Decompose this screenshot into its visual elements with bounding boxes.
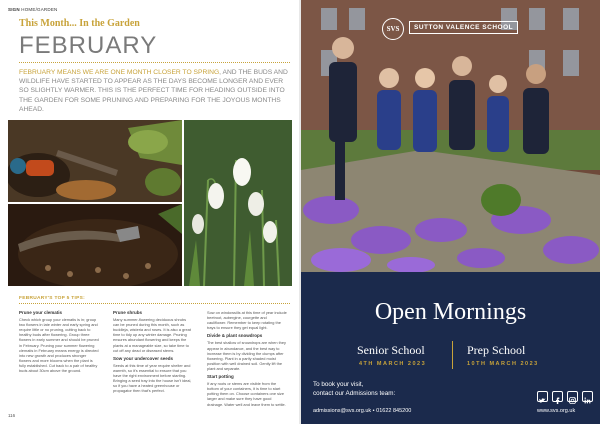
page-number: 116 <box>8 413 16 418</box>
breadcrumb: SIGN HOME/GARDEN <box>8 7 58 12</box>
facebook-icon[interactable] <box>552 391 563 402</box>
tip-body: If any roots or stems are visible from the bottom of your containers, it is time to start potting them on. Choose containers one size larger and make sure they have good drainage. Water well and leave them to settle. <box>207 381 286 407</box>
left-page <box>0 0 299 424</box>
tips-divider <box>19 303 290 304</box>
tip-body: Many summer-flowering deciduous shrubs can be pruned during this month, such as buddleja, wisteria and roses. It is also a great time to tidy up any winter damage. Pruning ensures abundant flowering and keeps the plants at a manageable size, so take time to cut off any dead or diseased stems. <box>113 317 191 353</box>
tip-heading: Prune shrubs <box>113 310 143 315</box>
photo-soil-planting <box>8 204 182 286</box>
school-name-logo: SUTTON VALENCE SCHOOL <box>409 21 518 34</box>
tips-heading: FEBRUARY'S TOP 5 TIPS: <box>19 296 86 301</box>
tip-heading: Prune your clematis <box>19 310 63 315</box>
tip-heading: Sow your undercover seeds <box>113 355 174 361</box>
tip-heading: Start potting <box>207 374 234 380</box>
tips-column-1 <box>19 310 99 373</box>
school-crest: SVS <box>382 18 404 40</box>
photo-school-pupils <box>301 0 600 272</box>
tip-heading: Divide & plant snowdrops <box>207 333 263 339</box>
tip-body: The best shallow of snowdrops are when they appear in abundance, and the best way to increase them is by dividing the clumps after flowering. Plant in a partly shaded moist position with well drained soil. Gently lift the plant and separate. <box>207 340 286 371</box>
intro-paragraph: FEBRUARY MEANS WE ARE ONE MONTH CLOSER TO SPRING, AND THE BUDS AND WILDLIFE HAVE STARTED TO APPEAR AS THE DAYS BECOME LONGER AND EVER SO SLIGHTLY WARMER. THIS IS THE PERFECT TIME FOR HEADING OUTSIDE INTO THE GARDEN FOR SOME PRUNING AND PREPARING FOR THE JOYOUS MONTHS AHEAD. <box>19 69 288 113</box>
divider-line <box>452 341 453 369</box>
prep-school-label: Prep School <box>467 343 526 357</box>
tip-body: Check which group your clematis is in; group two flowers in late winter and early spring and require little or no pruning, cutting back to healthy buds after flowering. Group three flowers in early summer and should be pruned in February. Pruning your summer flowering clematis in February means energy is directed into new growth and produces stronger flowers and more blooms when the plant is fully established. Cut back to a pair of healthy buds about 30cm above the ground. <box>19 317 99 374</box>
senior-school-date: 4TH MARCH 2023 <box>359 361 427 367</box>
tip-body: Seeds at this time of year require shelter and warmth, so it's essential to ensure that you have the right environment before starting. Bringing a seed tray into the house isn't ideal, so if you have a heated greenhouse or propagator then that's perfect. <box>113 362 192 394</box>
senior-school-label: Senior School <box>357 343 425 357</box>
open-mornings-headline: Open Mornings <box>374 299 527 325</box>
website-link[interactable]: www.svs.org.uk <box>537 408 576 414</box>
title-divider <box>19 62 290 63</box>
page-title: FEBRUARY <box>19 32 158 59</box>
tips-column-3 <box>207 310 287 407</box>
prep-school-date: 10TH MARCH 2023 <box>467 361 539 367</box>
photo-gardening-tools <box>8 120 182 202</box>
section-title: This Month... In the Garden <box>19 18 140 29</box>
booking-text: To book your visit, contact our Admissions team: <box>313 381 396 397</box>
linkedin-icon[interactable] <box>582 391 593 402</box>
contact-details: admissions@svs.org.uk • 01622 845200 <box>313 408 412 414</box>
tip-body: Sow on windowsills at this time of year include beetroot, aubergine, courgette and cauliflower. Remember to keep rotating the trays to ensure they get equal light. <box>207 310 287 331</box>
instagram-icon[interactable] <box>567 391 578 402</box>
tips-column-2 <box>113 310 193 393</box>
photo-snowdrops <box>184 120 292 286</box>
twitter-icon[interactable] <box>537 391 548 402</box>
right-page-advert <box>301 0 600 424</box>
